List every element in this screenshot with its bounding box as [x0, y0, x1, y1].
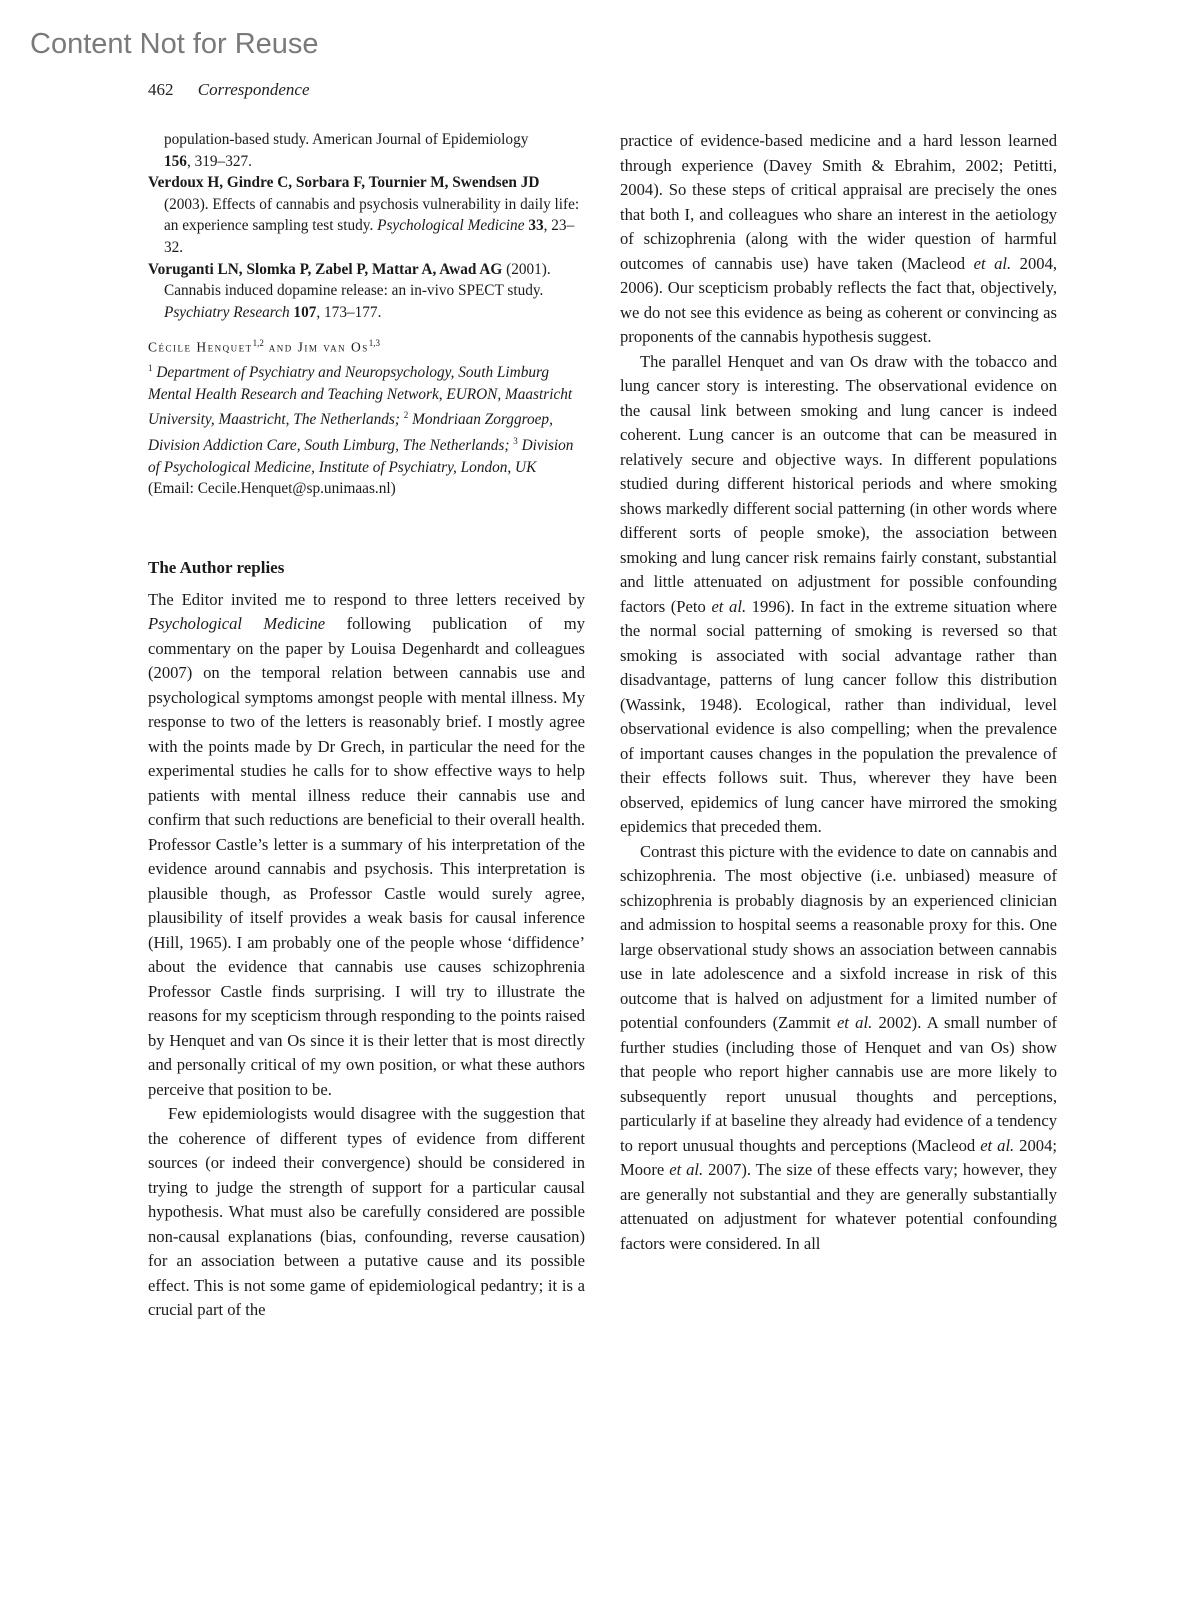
text: following publication of my commentary on the paper by Louisa Degenhardt and colleagues (2007) on the temporal relation between cannabis use and psychological symptoms amongst people with mental illness. My response to two of the letters is reasonably brief. I mostly agree with the points made by Dr Grech, in particular the need for the experimental studies he calls for to show effective ways to help patients with mental illness reduce their cannabis use and confirm that such reductions are beneficial to their overall health. Professor Castle’s letter is a summary of his interpretation of the evidence around cannabis and psychosis. This interpretation is plausible though, as Professor Castle would surely agree, plausibility of itself provides a weak basis for causal inference (Hill, 1965). I am probably one of the people whose ‘diffidence’ about the evidence that cannabis use causes schizophrenia Professor Castle finds surprising. I will try to illustrate the reasons for my scepticism through responding to the points raised by Henquet and van Os since it is their letter that is most directly and personally critical of my own position, or what these authors perceive that position to be. — [148, 614, 585, 1099]
left-column — [148, 129, 585, 1323]
ref-volume: 156 — [164, 152, 187, 170]
paragraph — [148, 588, 585, 1103]
text: practice of evidence-based medicine and a hard lesson learned through experience (Davey Smith & Ebrahim, 2002; Petitti, 2004). So these steps of critical appraisal are precisely the ones that both I, and colleagues who share an interest in the aetiology of schizophrenia (along with the wider question of harmful outcomes of cannabis use) have taken (Macleod — [620, 131, 1057, 273]
et-al: et al. — [711, 596, 747, 616]
signature-authors — [148, 333, 585, 358]
watermark: Content Not for Reuse — [30, 28, 319, 60]
paragraph — [620, 350, 1057, 840]
contact-email: (Email: Cecile.Henquet@sp.unimaas.nl) — [148, 480, 396, 498]
affil-sup: 1 — [148, 362, 153, 373]
ref-text: (2003). Effects of cannabis and psychosis vulnerability in daily life: an experience sampling test study. — [164, 195, 580, 235]
text: 1996). In fact in the extreme situation where the normal social patterning of smoking is reversed so that smoking is associated with social advantage rather than disadvantage, patterns of lung cancer follow this distribution (Wassink, 1948). Ecological, rather than individual, level observational evidence is also compelling; when the prevalence of important causes changes in the population the prevalence of their effects follows suit. Thus, wherever they have been observed, epidemics of lung cancer have mirrored the smoking epidemics that preceded them. — [620, 596, 1057, 836]
section-heading: The Author replies — [148, 557, 285, 577]
page-number: 462 — [148, 80, 174, 99]
ref-journal: American Journal of Epidemiology — [312, 131, 529, 148]
text: 2004; Moore — [620, 1135, 1057, 1179]
author-and: and — [263, 339, 298, 355]
et-al: et al. — [669, 1160, 704, 1179]
paragraph: Few epidemiologists would disagree with the suggestion that the coherence of different types of evidence from different sources (or indeed their convergence) should be considered in trying to judge the strength of support for a particular causal hypothesis. What must also be carefully considered are possible non-causal explanations (bias, confounding, reverse causation) for an association between a putative cause and its possible effect. This is not some game of epidemiological pedantry; it is a crucial part of the — [148, 1104, 585, 1320]
ref-text: (2001). Cannabis induced dopamine release: an in-vivo SPECT study. — [164, 260, 551, 300]
text: The Editor invited me to respond to three letters received by — [148, 589, 585, 609]
ref-authors: Verdoux H, Gindre C, Sorbara F, Tournier M, Swendsen JD — [148, 174, 540, 192]
affil-text: Mondriaan Zorggroep, Division Addiction Care, South Limburg, The Netherlands; — [148, 411, 553, 454]
et-al: et al. — [836, 1013, 873, 1032]
reference-item — [148, 172, 585, 258]
ref-text: population-based study. — [164, 131, 310, 148]
running-head — [148, 80, 310, 100]
text: 2007). The size of these effects vary; however, they are generally not substantial and they are generally substantially attenuated on adjustment for whatever potential confounding factors were considered. In all — [620, 1160, 1058, 1253]
affil-text: Department of Psychiatry and Neuropsychology, South Limburg Mental Health Research and Teaching Network, EURON, Maastricht University, Maastricht, The Netherlands; — [148, 363, 573, 429]
paragraph — [620, 840, 1057, 1257]
ref-journal: Psychological Medicine — [377, 217, 525, 235]
text: 2002). A small number of further studies (including those of Henquet and van Os) show that people who report higher cannabis use are more likely to subsequently report unusual thoughts and perceptions, particularly if at baseline they already had evidence of a tendency to report unusual thoughts and perceptions (Macleod — [620, 1013, 1058, 1155]
ref-authors: Voruganti LN, Slomka P, Zabel P, Mattar A, Awad AG — [148, 260, 503, 278]
author-name: Jim van Os — [297, 339, 369, 355]
section-title: Correspondence — [197, 80, 310, 99]
ref-volume: 33 — [524, 217, 544, 235]
text: The parallel Henquet and van Os draw with the tobacco and lung cancer story is interesting. The observational evidence on the causal link between smoking and lung cancer is indeed coherent. Lung cancer is an outcome that can be measured in relatively secure and objective ways. In different populations studied during different historical periods and where smoking shows markedly different social patterning (in other words where different sorts of people smoke), the association between smoking and lung cancer risk remains fairly constant, substantial and little attenuated on adjustment for possible confounding factors (Peto — [620, 351, 1057, 616]
reference-item — [148, 259, 585, 324]
ref-volume: 107 — [289, 303, 317, 321]
affil-text: Division of Psychological Medicine, Institute of Psychiatry, London, UK — [148, 436, 574, 476]
affil-sup: 3 — [513, 435, 518, 446]
et-al: et al. — [980, 1135, 1015, 1155]
et-al: et al. — [973, 253, 1012, 273]
reference-continued — [148, 129, 585, 172]
author-sup: 1,2 — [252, 338, 264, 349]
right-column — [620, 129, 1057, 1256]
text: 2004, 2006). Our scepticism probably reflects the fact that, objectively, we do not see this evidence as being as coherent or convincing as proponents of the cannabis hypothesis suggest. — [620, 253, 1058, 346]
affiliations — [148, 358, 585, 478]
paragraph — [620, 129, 1057, 350]
affil-sup: 2 — [403, 410, 409, 421]
author-name: Cécile Henquet — [148, 339, 253, 355]
ref-pages: , 23–32. — [164, 217, 575, 256]
text: Contrast this picture with the evidence to date on cannabis and schizophrenia. The most objective (i.e. unbiased) measure of schizophrenia is probably diagnosis by an experienced clinician and admission to hospital seems a reasonable proxy for this. One large observational study shows an association between cannabis use in late adolescence and a sixfold increase in risk of this outcome that is halved on adjustment for a limited number of potential confounders (Zammit — [620, 841, 1057, 1032]
journal-name: Psychological Medicine — [148, 614, 326, 634]
ref-pages: , 173–177. — [316, 303, 382, 321]
ref-pages: , 319–327. — [186, 152, 252, 170]
ref-journal: Psychiatry Research — [164, 303, 290, 321]
author-sup: 1,3 — [368, 338, 380, 349]
